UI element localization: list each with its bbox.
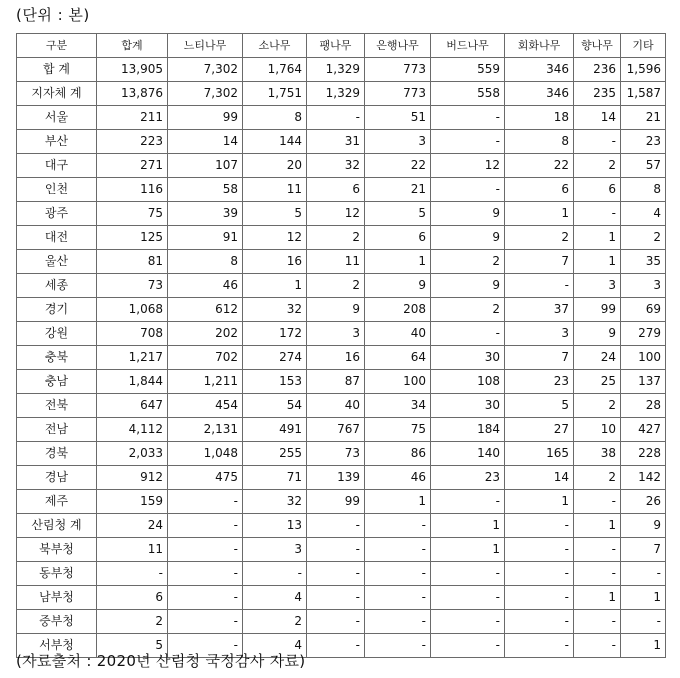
- value-cell: 26: [621, 490, 666, 514]
- row-label-cell: 남부청: [17, 586, 97, 610]
- value-cell: 40: [307, 394, 365, 418]
- value-cell: 99: [168, 106, 243, 130]
- value-cell: 28: [621, 394, 666, 418]
- row-label-cell: 제주: [17, 490, 97, 514]
- value-cell: 767: [307, 418, 365, 442]
- value-cell: 9: [365, 274, 431, 298]
- value-cell: 2,131: [168, 418, 243, 442]
- value-cell: -: [307, 514, 365, 538]
- value-cell: 271: [97, 154, 168, 178]
- row-label-cell: 충남: [17, 370, 97, 394]
- value-cell: 22: [365, 154, 431, 178]
- value-cell: 116: [97, 178, 168, 202]
- value-cell: 39: [168, 202, 243, 226]
- value-cell: -: [621, 562, 666, 586]
- value-cell: 1: [621, 634, 666, 658]
- value-cell: 773: [365, 58, 431, 82]
- value-cell: 20: [243, 154, 307, 178]
- value-cell: -: [168, 610, 243, 634]
- value-cell: 9: [431, 202, 505, 226]
- value-cell: 702: [168, 346, 243, 370]
- value-cell: 100: [365, 370, 431, 394]
- row-label-cell: 전북: [17, 394, 97, 418]
- value-cell: 7: [505, 346, 574, 370]
- table-row: [17, 250, 666, 274]
- value-cell: 912: [97, 466, 168, 490]
- value-cell: 46: [168, 274, 243, 298]
- table-row: [17, 610, 666, 634]
- table-row: [17, 514, 666, 538]
- value-cell: 13: [243, 514, 307, 538]
- value-cell: 1: [243, 274, 307, 298]
- value-cell: 1: [431, 538, 505, 562]
- value-cell: 9: [574, 322, 621, 346]
- value-cell: 1,587: [621, 82, 666, 106]
- value-cell: 8: [243, 106, 307, 130]
- value-cell: 16: [307, 346, 365, 370]
- value-cell: 11: [97, 538, 168, 562]
- value-cell: 6: [505, 178, 574, 202]
- value-cell: 25: [574, 370, 621, 394]
- value-cell: 1,764: [243, 58, 307, 82]
- row-label-cell: 세종: [17, 274, 97, 298]
- value-cell: 1,211: [168, 370, 243, 394]
- header-juniper: 향나무: [574, 34, 621, 58]
- value-cell: 11: [243, 178, 307, 202]
- value-cell: -: [505, 586, 574, 610]
- table-row: [17, 418, 666, 442]
- value-cell: 32: [243, 298, 307, 322]
- value-cell: -: [574, 202, 621, 226]
- value-cell: 9: [431, 226, 505, 250]
- value-cell: 107: [168, 154, 243, 178]
- value-cell: -: [431, 610, 505, 634]
- value-cell: -: [621, 610, 666, 634]
- value-cell: 208: [365, 298, 431, 322]
- value-cell: -: [505, 634, 574, 658]
- row-label-cell: 울산: [17, 250, 97, 274]
- value-cell: 23: [505, 370, 574, 394]
- value-cell: -: [307, 562, 365, 586]
- row-label-cell: 부산: [17, 130, 97, 154]
- value-cell: 9: [307, 298, 365, 322]
- value-cell: -: [431, 130, 505, 154]
- unit-label: (단위 : 본): [16, 6, 90, 24]
- table-row: [17, 58, 666, 82]
- value-cell: 32: [307, 154, 365, 178]
- table-row: [17, 298, 666, 322]
- value-cell: -: [431, 322, 505, 346]
- table-body: [17, 58, 666, 658]
- value-cell: 1: [505, 490, 574, 514]
- value-cell: 1,329: [307, 58, 365, 82]
- value-cell: -: [431, 178, 505, 202]
- row-label-cell: 중부청: [17, 610, 97, 634]
- header-pine: 소나무: [243, 34, 307, 58]
- value-cell: 38: [574, 442, 621, 466]
- value-cell: 2: [621, 226, 666, 250]
- value-cell: 27: [505, 418, 574, 442]
- value-cell: 2: [431, 298, 505, 322]
- value-cell: 69: [621, 298, 666, 322]
- value-cell: 346: [505, 58, 574, 82]
- value-cell: 91: [168, 226, 243, 250]
- value-cell: 142: [621, 466, 666, 490]
- value-cell: 2: [431, 250, 505, 274]
- value-cell: 454: [168, 394, 243, 418]
- row-label-cell: 충북: [17, 346, 97, 370]
- value-cell: -: [505, 274, 574, 298]
- value-cell: 11: [307, 250, 365, 274]
- row-label-cell: 대구: [17, 154, 97, 178]
- value-cell: 1: [365, 250, 431, 274]
- table-row: [17, 346, 666, 370]
- value-cell: 14: [574, 106, 621, 130]
- value-cell: 5: [97, 634, 168, 658]
- source-label: (자료출처 : 2020년 산림청 국정감사 자료): [16, 652, 306, 670]
- value-cell: -: [574, 610, 621, 634]
- row-label-cell: 강원: [17, 322, 97, 346]
- value-cell: -: [365, 586, 431, 610]
- value-cell: 99: [307, 490, 365, 514]
- row-label-cell: 합 계: [17, 58, 97, 82]
- value-cell: 475: [168, 466, 243, 490]
- value-cell: 2: [574, 466, 621, 490]
- value-cell: -: [307, 538, 365, 562]
- row-label-cell: 경북: [17, 442, 97, 466]
- value-cell: 7,302: [168, 82, 243, 106]
- value-cell: 3: [243, 538, 307, 562]
- value-cell: -: [168, 586, 243, 610]
- value-cell: 73: [307, 442, 365, 466]
- row-label-cell: 서울: [17, 106, 97, 130]
- value-cell: 12: [307, 202, 365, 226]
- value-cell: 13,905: [97, 58, 168, 82]
- value-cell: 6: [307, 178, 365, 202]
- value-cell: 3: [621, 274, 666, 298]
- table-row: [17, 562, 666, 586]
- value-cell: 1,068: [97, 298, 168, 322]
- value-cell: 3: [307, 322, 365, 346]
- value-cell: 2: [243, 610, 307, 634]
- row-label-cell: 대전: [17, 226, 97, 250]
- value-cell: 3: [505, 322, 574, 346]
- value-cell: 99: [574, 298, 621, 322]
- value-cell: -: [365, 562, 431, 586]
- value-cell: 159: [97, 490, 168, 514]
- header-ginkgo: 은행나무: [365, 34, 431, 58]
- table-row: [17, 106, 666, 130]
- value-cell: 1: [574, 514, 621, 538]
- value-cell: -: [365, 634, 431, 658]
- value-cell: 2: [307, 274, 365, 298]
- value-cell: 100: [621, 346, 666, 370]
- header-other: 기타: [621, 34, 666, 58]
- protected-trees-table: [16, 33, 666, 658]
- table-row: [17, 466, 666, 490]
- value-cell: 491: [243, 418, 307, 442]
- value-cell: 75: [97, 202, 168, 226]
- value-cell: 125: [97, 226, 168, 250]
- value-cell: 236: [574, 58, 621, 82]
- value-cell: 12: [243, 226, 307, 250]
- value-cell: 75: [365, 418, 431, 442]
- table-header-row: [17, 34, 666, 58]
- row-label-cell: 지자체 계: [17, 82, 97, 106]
- value-cell: -: [307, 586, 365, 610]
- value-cell: 71: [243, 466, 307, 490]
- header-hackberry: 팽나무: [307, 34, 365, 58]
- value-cell: 2: [574, 394, 621, 418]
- value-cell: -: [243, 562, 307, 586]
- table-row: [17, 538, 666, 562]
- value-cell: 4: [243, 586, 307, 610]
- value-cell: 21: [621, 106, 666, 130]
- value-cell: 22: [505, 154, 574, 178]
- value-cell: 144: [243, 130, 307, 154]
- row-label-cell: 동부청: [17, 562, 97, 586]
- value-cell: 1: [505, 202, 574, 226]
- value-cell: 228: [621, 442, 666, 466]
- value-cell: -: [168, 634, 243, 658]
- value-cell: 612: [168, 298, 243, 322]
- value-cell: 32: [243, 490, 307, 514]
- value-cell: 274: [243, 346, 307, 370]
- table-row: [17, 202, 666, 226]
- value-cell: -: [574, 130, 621, 154]
- value-cell: 51: [365, 106, 431, 130]
- table-row: [17, 226, 666, 250]
- table-row: [17, 442, 666, 466]
- value-cell: 140: [431, 442, 505, 466]
- value-cell: 40: [365, 322, 431, 346]
- value-cell: 10: [574, 418, 621, 442]
- value-cell: 5: [365, 202, 431, 226]
- value-cell: 24: [97, 514, 168, 538]
- value-cell: -: [505, 538, 574, 562]
- value-cell: 1: [574, 226, 621, 250]
- value-cell: 5: [243, 202, 307, 226]
- value-cell: 773: [365, 82, 431, 106]
- value-cell: 1,329: [307, 82, 365, 106]
- value-cell: -: [574, 634, 621, 658]
- value-cell: 21: [365, 178, 431, 202]
- value-cell: 2: [505, 226, 574, 250]
- row-label-cell: 인천: [17, 178, 97, 202]
- value-cell: 6: [365, 226, 431, 250]
- value-cell: 108: [431, 370, 505, 394]
- value-cell: 9: [621, 514, 666, 538]
- value-cell: 73: [97, 274, 168, 298]
- value-cell: 30: [431, 394, 505, 418]
- value-cell: 1: [574, 250, 621, 274]
- table-row: [17, 274, 666, 298]
- value-cell: 279: [621, 322, 666, 346]
- value-cell: -: [574, 538, 621, 562]
- row-label-cell: 광주: [17, 202, 97, 226]
- value-cell: 87: [307, 370, 365, 394]
- table-row: [17, 178, 666, 202]
- value-cell: -: [505, 514, 574, 538]
- table-row: [17, 82, 666, 106]
- value-cell: 8: [168, 250, 243, 274]
- value-cell: -: [97, 562, 168, 586]
- value-cell: 3: [574, 274, 621, 298]
- value-cell: 235: [574, 82, 621, 106]
- value-cell: 54: [243, 394, 307, 418]
- value-cell: 8: [621, 178, 666, 202]
- value-cell: -: [365, 538, 431, 562]
- value-cell: 9: [431, 274, 505, 298]
- value-cell: 558: [431, 82, 505, 106]
- value-cell: 58: [168, 178, 243, 202]
- value-cell: -: [168, 490, 243, 514]
- value-cell: 1,596: [621, 58, 666, 82]
- row-label-cell: 전남: [17, 418, 97, 442]
- value-cell: 34: [365, 394, 431, 418]
- value-cell: -: [168, 514, 243, 538]
- value-cell: 5: [505, 394, 574, 418]
- value-cell: 1,048: [168, 442, 243, 466]
- value-cell: 153: [243, 370, 307, 394]
- value-cell: -: [168, 562, 243, 586]
- value-cell: 14: [505, 466, 574, 490]
- value-cell: 46: [365, 466, 431, 490]
- value-cell: 172: [243, 322, 307, 346]
- value-cell: 31: [307, 130, 365, 154]
- value-cell: 37: [505, 298, 574, 322]
- table-row: [17, 586, 666, 610]
- value-cell: 2: [307, 226, 365, 250]
- table-row: [17, 130, 666, 154]
- value-cell: 7,302: [168, 58, 243, 82]
- value-cell: 202: [168, 322, 243, 346]
- value-cell: -: [307, 634, 365, 658]
- header-willow: 버드나무: [431, 34, 505, 58]
- value-cell: -: [505, 610, 574, 634]
- value-cell: -: [307, 610, 365, 634]
- value-cell: 165: [505, 442, 574, 466]
- value-cell: -: [307, 106, 365, 130]
- value-cell: 137: [621, 370, 666, 394]
- value-cell: 1: [365, 490, 431, 514]
- row-label-cell: 경남: [17, 466, 97, 490]
- value-cell: 30: [431, 346, 505, 370]
- value-cell: 2: [97, 610, 168, 634]
- value-cell: -: [574, 562, 621, 586]
- value-cell: 223: [97, 130, 168, 154]
- value-cell: 18: [505, 106, 574, 130]
- value-cell: -: [365, 610, 431, 634]
- table-row: [17, 370, 666, 394]
- value-cell: 23: [431, 466, 505, 490]
- value-cell: -: [574, 490, 621, 514]
- value-cell: 64: [365, 346, 431, 370]
- value-cell: 6: [97, 586, 168, 610]
- value-cell: 13,876: [97, 82, 168, 106]
- value-cell: -: [431, 490, 505, 514]
- table-row: [17, 154, 666, 178]
- value-cell: 6: [574, 178, 621, 202]
- table-row: [17, 394, 666, 418]
- value-cell: 86: [365, 442, 431, 466]
- row-label-cell: 북부청: [17, 538, 97, 562]
- value-cell: -: [365, 514, 431, 538]
- value-cell: 184: [431, 418, 505, 442]
- row-label-cell: 산림청 계: [17, 514, 97, 538]
- value-cell: 255: [243, 442, 307, 466]
- value-cell: 14: [168, 130, 243, 154]
- value-cell: 57: [621, 154, 666, 178]
- value-cell: 1,751: [243, 82, 307, 106]
- header-pagoda-tree: 회화나무: [505, 34, 574, 58]
- value-cell: 8: [505, 130, 574, 154]
- value-cell: 139: [307, 466, 365, 490]
- value-cell: 2: [574, 154, 621, 178]
- header-zelkova: 느티나무: [168, 34, 243, 58]
- value-cell: -: [168, 538, 243, 562]
- value-cell: 647: [97, 394, 168, 418]
- value-cell: 24: [574, 346, 621, 370]
- value-cell: 23: [621, 130, 666, 154]
- value-cell: 2,033: [97, 442, 168, 466]
- header-total: 합계: [97, 34, 168, 58]
- value-cell: -: [431, 634, 505, 658]
- value-cell: 1: [431, 514, 505, 538]
- table-row: [17, 322, 666, 346]
- value-cell: -: [431, 586, 505, 610]
- value-cell: 211: [97, 106, 168, 130]
- value-cell: 1: [621, 586, 666, 610]
- value-cell: 1: [574, 586, 621, 610]
- row-label-cell: 서부청: [17, 634, 97, 658]
- value-cell: -: [431, 106, 505, 130]
- value-cell: 559: [431, 58, 505, 82]
- header-category: 구분: [17, 34, 97, 58]
- value-cell: 3: [365, 130, 431, 154]
- value-cell: 7: [621, 538, 666, 562]
- value-cell: 81: [97, 250, 168, 274]
- value-cell: 346: [505, 82, 574, 106]
- value-cell: 1,844: [97, 370, 168, 394]
- value-cell: 4: [621, 202, 666, 226]
- value-cell: 4: [243, 634, 307, 658]
- value-cell: 7: [505, 250, 574, 274]
- row-label-cell: 경기: [17, 298, 97, 322]
- value-cell: 708: [97, 322, 168, 346]
- value-cell: 12: [431, 154, 505, 178]
- value-cell: 427: [621, 418, 666, 442]
- value-cell: -: [431, 562, 505, 586]
- value-cell: 16: [243, 250, 307, 274]
- value-cell: -: [505, 562, 574, 586]
- value-cell: 4,112: [97, 418, 168, 442]
- table-row: [17, 490, 666, 514]
- value-cell: 35: [621, 250, 666, 274]
- value-cell: 1,217: [97, 346, 168, 370]
